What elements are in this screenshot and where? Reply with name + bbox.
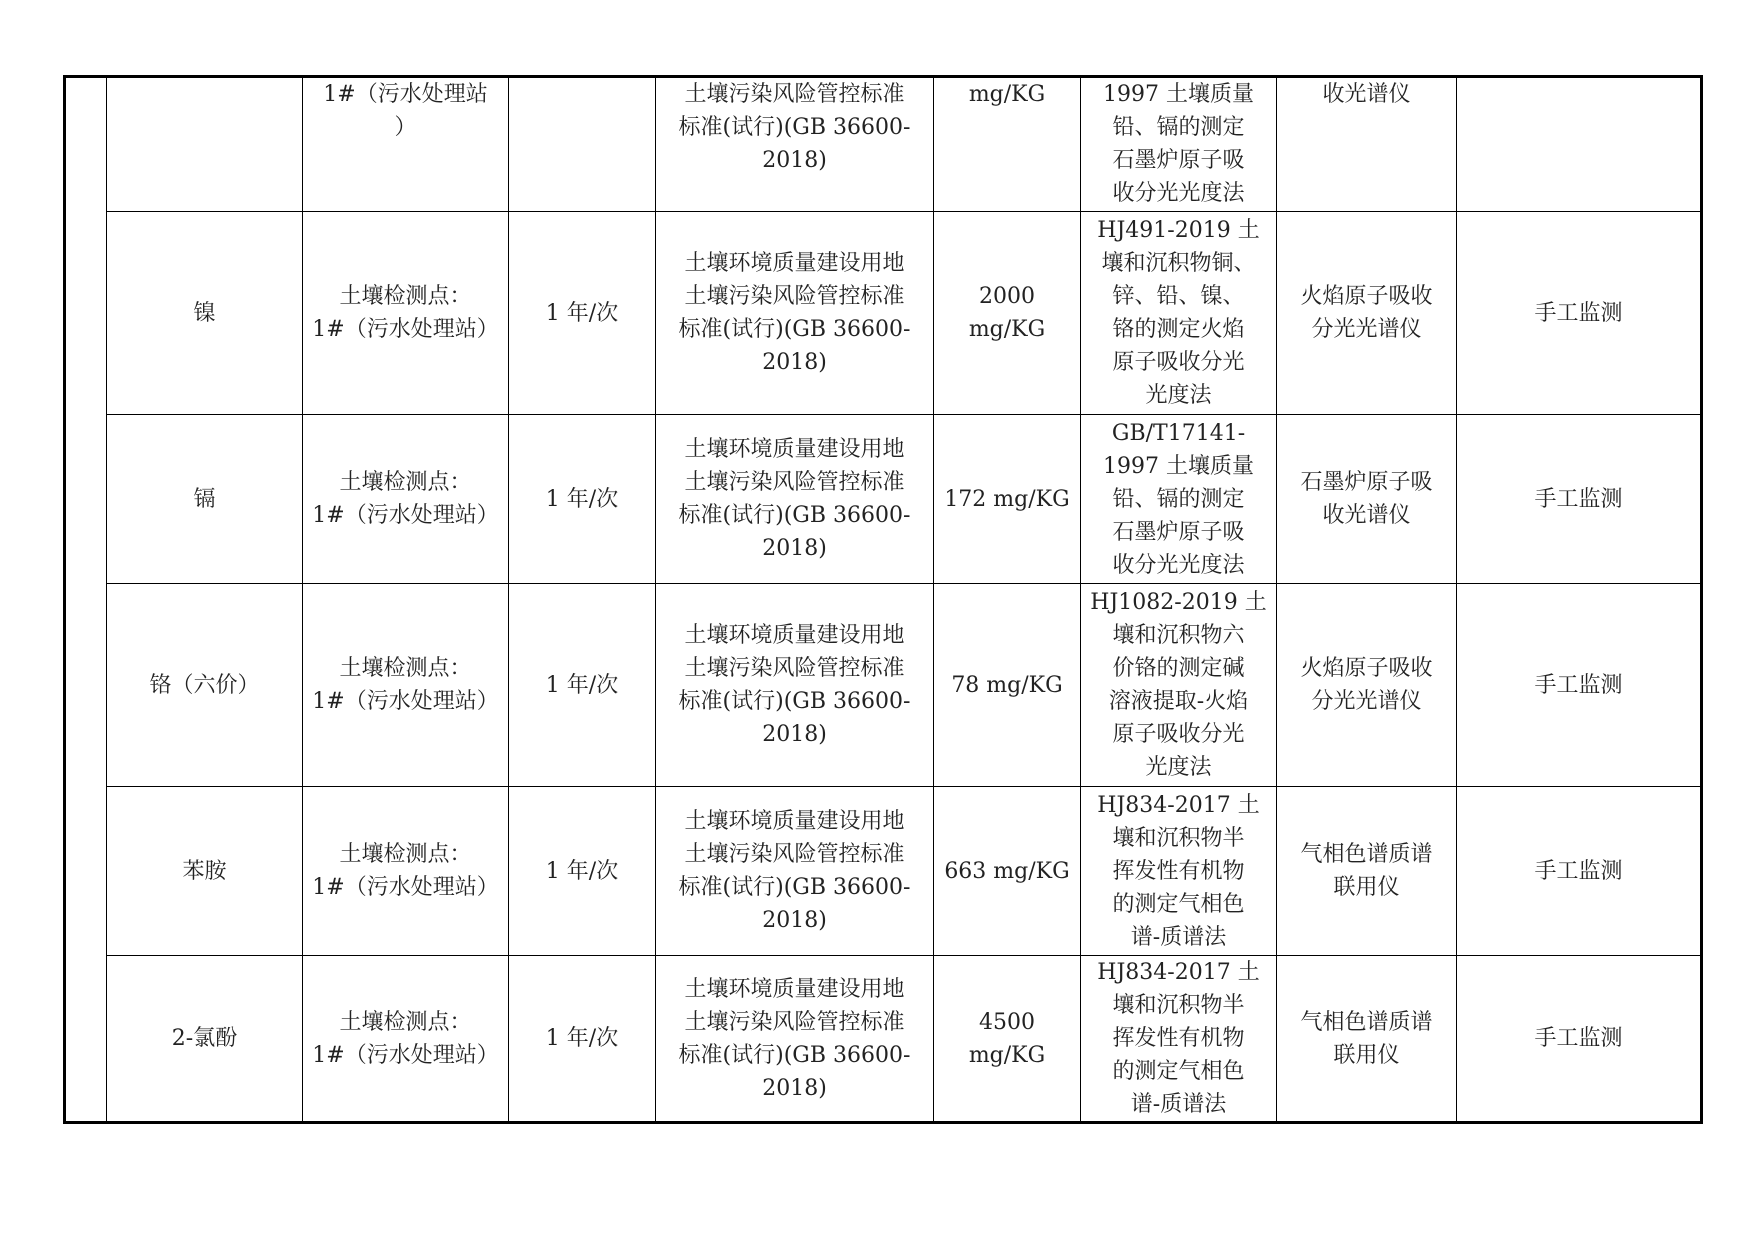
method-cell: HJ834-2017 土 壤和沉积物半 挥发性有机物 的测定气相色 谱-质谱法 — [1081, 787, 1277, 956]
standard-cell: 土壤污染风险管控标准 标准(试行)(GB 36600- 2018) — [656, 77, 934, 212]
item-cell: 铬（六价） — [107, 584, 303, 787]
standard-cell: 土壤环境质量建设用地 土壤污染风险管控标准 标准(试行)(GB 36600- 2018) — [656, 212, 934, 415]
mode-cell: 手工监测 — [1457, 212, 1702, 415]
frequency-cell: 1 年/次 — [509, 415, 656, 584]
item-cell: 2-氯酚 — [107, 956, 303, 1123]
instrument-cell: 收光谱仪 — [1277, 77, 1457, 212]
limit-cell: 78 mg/KG — [934, 584, 1081, 787]
standard-cell: 土壤环境质量建设用地 土壤污染风险管控标准 标准(试行)(GB 36600- 2018) — [656, 787, 934, 956]
method-cell: HJ834-2017 土 壤和沉积物半 挥发性有机物 的测定气相色 谱-质谱法 — [1081, 956, 1277, 1123]
item-cell: 镍 — [107, 212, 303, 415]
item-cell — [107, 77, 303, 212]
limit-cell: 172 mg/KG — [934, 415, 1081, 584]
frequency-cell: 1 年/次 — [509, 212, 656, 415]
standard-cell: 土壤环境质量建设用地 土壤污染风险管控标准 标准(试行)(GB 36600- 2018) — [656, 584, 934, 787]
table-row — [65, 77, 1702, 212]
frequency-cell: 1 年/次 — [509, 584, 656, 787]
instrument-cell: 火焰原子吸收 分光光谱仪 — [1277, 212, 1457, 415]
point-cell: 土壤检测点： 1#（污水处理站） — [303, 584, 509, 787]
instrument-cell: 气相色谱质谱 联用仪 — [1277, 956, 1457, 1123]
limit-cell: 663 mg/KG — [934, 787, 1081, 956]
point-cell: 土壤检测点： 1#（污水处理站） — [303, 956, 509, 1123]
frequency-cell — [509, 77, 656, 212]
method-cell: GB/T17141- 1997 土壤质量 铅、镉的测定 石墨炉原子吸 收分光光度法 — [1081, 415, 1277, 584]
limit-cell: mg/KG — [934, 77, 1081, 212]
item-cell: 苯胺 — [107, 787, 303, 956]
point-cell: 土壤检测点： 1#（污水处理站） — [303, 415, 509, 584]
item-cell: 镉 — [107, 415, 303, 584]
mode-cell: 手工监测 — [1457, 956, 1702, 1123]
table-row — [65, 212, 1702, 415]
point-cell: 1#（污水处理站 ） — [303, 77, 509, 212]
mode-cell: 手工监测 — [1457, 584, 1702, 787]
limit-cell: 2000 mg/KG — [934, 212, 1081, 415]
method-cell: HJ491-2019 土 壤和沉积物铜、 锌、铅、镍、 铬的测定火焰 原子吸收分光 光度法 — [1081, 212, 1277, 415]
table-row — [65, 584, 1702, 787]
instrument-cell: 气相色谱质谱 联用仪 — [1277, 787, 1457, 956]
point-cell: 土壤检测点： 1#（污水处理站） — [303, 212, 509, 415]
mode-cell: 手工监测 — [1457, 415, 1702, 584]
frequency-cell: 1 年/次 — [509, 787, 656, 956]
limit-cell: 4500 mg/KG — [934, 956, 1081, 1123]
mode-cell: 手工监测 — [1457, 787, 1702, 956]
table-row — [65, 956, 1702, 1123]
standard-cell: 土壤环境质量建设用地 土壤污染风险管控标准 标准(试行)(GB 36600- 2018) — [656, 956, 934, 1123]
table-row — [65, 787, 1702, 956]
standard-cell: 土壤环境质量建设用地 土壤污染风险管控标准 标准(试行)(GB 36600- 2018) — [656, 415, 934, 584]
mode-cell — [1457, 77, 1702, 212]
method-cell: HJ1082-2019 土 壤和沉积物六 价铬的测定碱 溶液提取-火焰 原子吸收分光 光度法 — [1081, 584, 1277, 787]
table-row — [65, 415, 1702, 584]
frequency-cell: 1 年/次 — [509, 956, 656, 1123]
instrument-cell: 火焰原子吸收 分光光谱仪 — [1277, 584, 1457, 787]
soil-monitoring-table — [63, 75, 1703, 1124]
group-cell — [65, 77, 107, 1123]
point-cell: 土壤检测点： 1#（污水处理站） — [303, 787, 509, 956]
method-cell: 1997 土壤质量 铅、镉的测定 石墨炉原子吸 收分光光度法 — [1081, 77, 1277, 212]
instrument-cell: 石墨炉原子吸 收光谱仪 — [1277, 415, 1457, 584]
